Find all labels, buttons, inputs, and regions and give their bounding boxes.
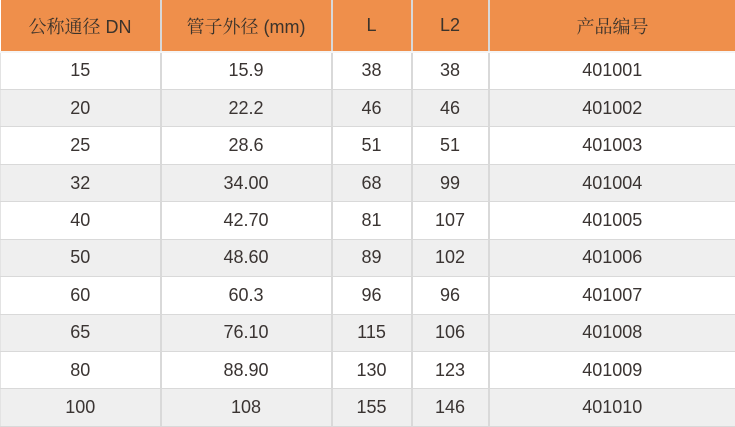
header-row [1, 0, 735, 52]
table-cell: 65 [1, 314, 161, 351]
table-cell: 60.3 [161, 277, 332, 314]
table-cell: 401009 [489, 352, 735, 389]
table-cell: 115 [332, 314, 412, 351]
table-row [1, 314, 735, 351]
table-cell: 401007 [489, 277, 735, 314]
table-cell: 51 [412, 127, 489, 164]
table-cell: 81 [332, 202, 412, 239]
table-cell: 88.90 [161, 352, 332, 389]
table-cell: 28.6 [161, 127, 332, 164]
header-cell-l2: L2 [412, 0, 489, 52]
table-cell: 401006 [489, 239, 735, 276]
table-cell: 155 [332, 389, 412, 427]
table-cell: 22.2 [161, 89, 332, 126]
table-row [1, 52, 735, 89]
table-cell: 100 [1, 389, 161, 427]
table-row [1, 127, 735, 164]
table-body [1, 52, 735, 427]
table-cell: 102 [412, 239, 489, 276]
table-cell: 108 [161, 389, 332, 427]
table-cell: 20 [1, 89, 161, 126]
table-cell: 130 [332, 352, 412, 389]
table-row [1, 202, 735, 239]
table-cell: 51 [332, 127, 412, 164]
table-cell: 80 [1, 352, 161, 389]
table-cell: 146 [412, 389, 489, 427]
table-cell: 401008 [489, 314, 735, 351]
header-cell-l: L [332, 0, 412, 52]
table-cell: 40 [1, 202, 161, 239]
table-cell: 76.10 [161, 314, 332, 351]
table-row [1, 352, 735, 389]
table-row [1, 277, 735, 314]
table-cell: 42.70 [161, 202, 332, 239]
table-cell: 123 [412, 352, 489, 389]
table-cell: 401002 [489, 89, 735, 126]
table-cell: 50 [1, 239, 161, 276]
table-cell: 15 [1, 52, 161, 89]
table-cell: 96 [332, 277, 412, 314]
table-cell: 48.60 [161, 239, 332, 276]
table-cell: 46 [332, 89, 412, 126]
table-cell: 32 [1, 164, 161, 201]
table-cell: 25 [1, 127, 161, 164]
table-row [1, 239, 735, 276]
header-cell-product-code: 产品编号 [489, 0, 735, 52]
table-cell: 38 [412, 52, 489, 89]
table-cell: 96 [412, 277, 489, 314]
table-row [1, 389, 735, 427]
table-cell: 401003 [489, 127, 735, 164]
table-cell: 38 [332, 52, 412, 89]
header-cell-dn: 公称通径 DN [1, 0, 161, 52]
table-cell: 15.9 [161, 52, 332, 89]
table-cell: 46 [412, 89, 489, 126]
table-row [1, 164, 735, 201]
table-cell: 99 [412, 164, 489, 201]
table-cell: 401010 [489, 389, 735, 427]
table-cell: 107 [412, 202, 489, 239]
table-cell: 34.00 [161, 164, 332, 201]
table-cell: 60 [1, 277, 161, 314]
table-cell: 106 [412, 314, 489, 351]
table-cell: 401004 [489, 164, 735, 201]
table-cell: 68 [332, 164, 412, 201]
spec-table-header [1, 0, 735, 52]
header-cell-outer-diam: 管子外径 (mm) [161, 0, 332, 52]
table-cell: 89 [332, 239, 412, 276]
table-cell: 401001 [489, 52, 735, 89]
table-cell: 401005 [489, 202, 735, 239]
table-row [1, 89, 735, 126]
